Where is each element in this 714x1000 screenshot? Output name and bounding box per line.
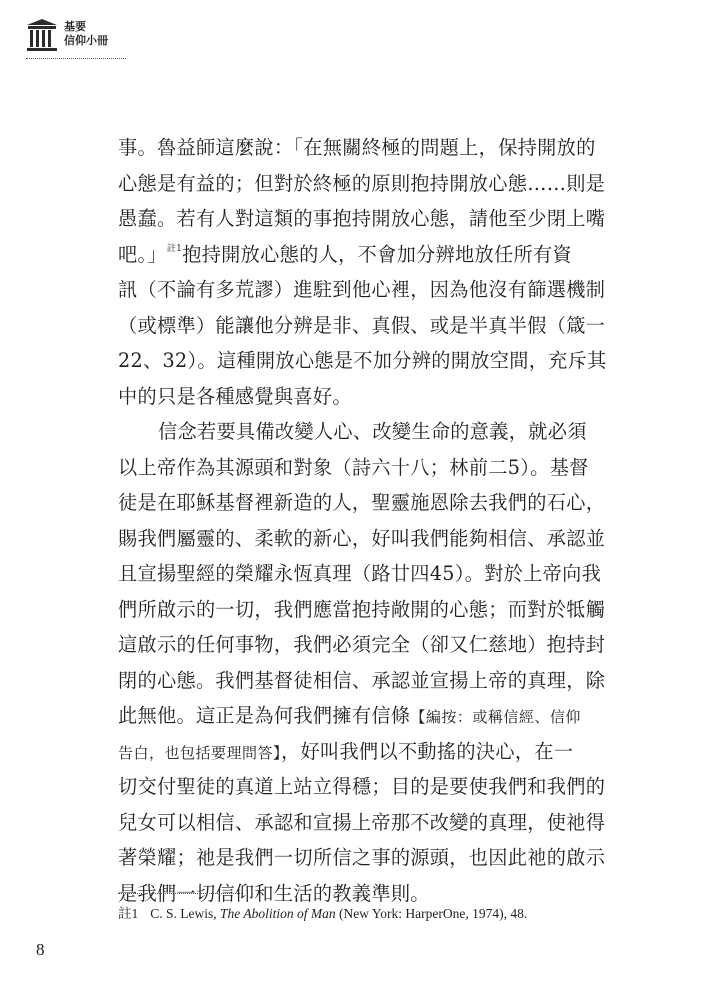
text-line: 賜我們屬靈的、柔軟的新心，好叫我們能夠相信、承認並	[118, 526, 606, 550]
text-line	[118, 698, 596, 734]
footnote-divider	[118, 893, 242, 894]
header-divider	[26, 58, 126, 59]
text-line: 中的只是各種感覺與喜好。	[118, 384, 352, 408]
series-title-line1: 基要	[64, 20, 86, 33]
page-number: 8	[36, 940, 45, 959]
footnote-author: C. S. Lewis,	[150, 906, 221, 921]
text-line: 心態是有益的；但對於終極的原則抱持開放心態……則是	[118, 171, 606, 195]
text-line	[118, 237, 596, 273]
text-segment: 此無他。這正是為何我們擁有信條	[118, 704, 411, 727]
text-line: 是我們一切信仰和生活的教義準則。	[118, 881, 430, 905]
text-segment: 抱持開放心態的人，不會加分辨地放任所有資	[182, 242, 572, 266]
editor-note: 【編按：或稱信經、信仰	[410, 708, 581, 726]
series-title-line2: 信仰小冊	[64, 34, 108, 47]
footnote-publication: (New York: HarperOne, 1974), 48.	[335, 906, 528, 921]
body-text	[118, 130, 607, 911]
text-line: 著榮耀；祂是我們一切所信之事的源頭，也因此祂的啟示	[118, 846, 606, 869]
footnote-reference: 註1	[166, 243, 183, 254]
text-line: 徒是在耶穌基督裡新造的人，聖靈施恩除去我們的石心，	[118, 491, 606, 514]
text-segment: ，好叫我們以不動搖的決心，在一	[281, 739, 574, 763]
footnote	[118, 902, 527, 922]
pillar-logo-icon	[26, 18, 58, 52]
text-segment: 吧。」	[118, 242, 167, 266]
text-line: 愚蠢。若有人對這類的事抱持開放心態，請他至少閉上嘴	[118, 207, 606, 230]
text-line: 訊（不論有多荒謬）進駐到他心裡，因為他沒有篩選機制	[118, 278, 606, 301]
text-line: 切交付聖徒的真道上站立得穩；目的是要使我們和我們的	[118, 775, 606, 798]
text-line: 22、32）。這種開放心態是不加分辨的開放空間，充斥其	[118, 349, 607, 372]
text-line: 且宣揚聖經的榮耀永恆真理（路廿四45）。對於上帝向我	[118, 562, 602, 585]
text-line	[118, 734, 596, 770]
text-line: 這啟示的任何事物，我們必須完全（卻又仁慈地）抱持封	[118, 633, 606, 656]
series-title	[64, 20, 108, 48]
text-line: 們所啟示的一切，我們應當抱持敞開的心態；而對於牴觸	[118, 597, 606, 621]
text-line: 閉的心態。我們基督徒相信、承認並宣揚上帝的真理，除	[118, 668, 606, 692]
text-line: 以上帝作為其源頭和對象（詩六十八；林前二5）。基督	[118, 455, 589, 479]
editor-note: 告白，也包括要理問答】	[118, 743, 282, 762]
text-line: 事。魯益師這麼說：「在無關終極的問題上，保持開放的	[118, 136, 596, 159]
footnote-mark: 註1	[118, 906, 139, 921]
paragraph-first-line: 信念若要具備改變人心、改變生命的意義，就必須	[158, 420, 587, 443]
footnote-book-title: The Abolition of Man	[220, 906, 336, 921]
text-line: 兒女可以相信、承認和宣揚上帝那不改變的真理，使祂得	[118, 810, 606, 834]
text-line: （或標準）能讓他分辨是非、真假、或是半真半假（箴一	[118, 313, 606, 337]
